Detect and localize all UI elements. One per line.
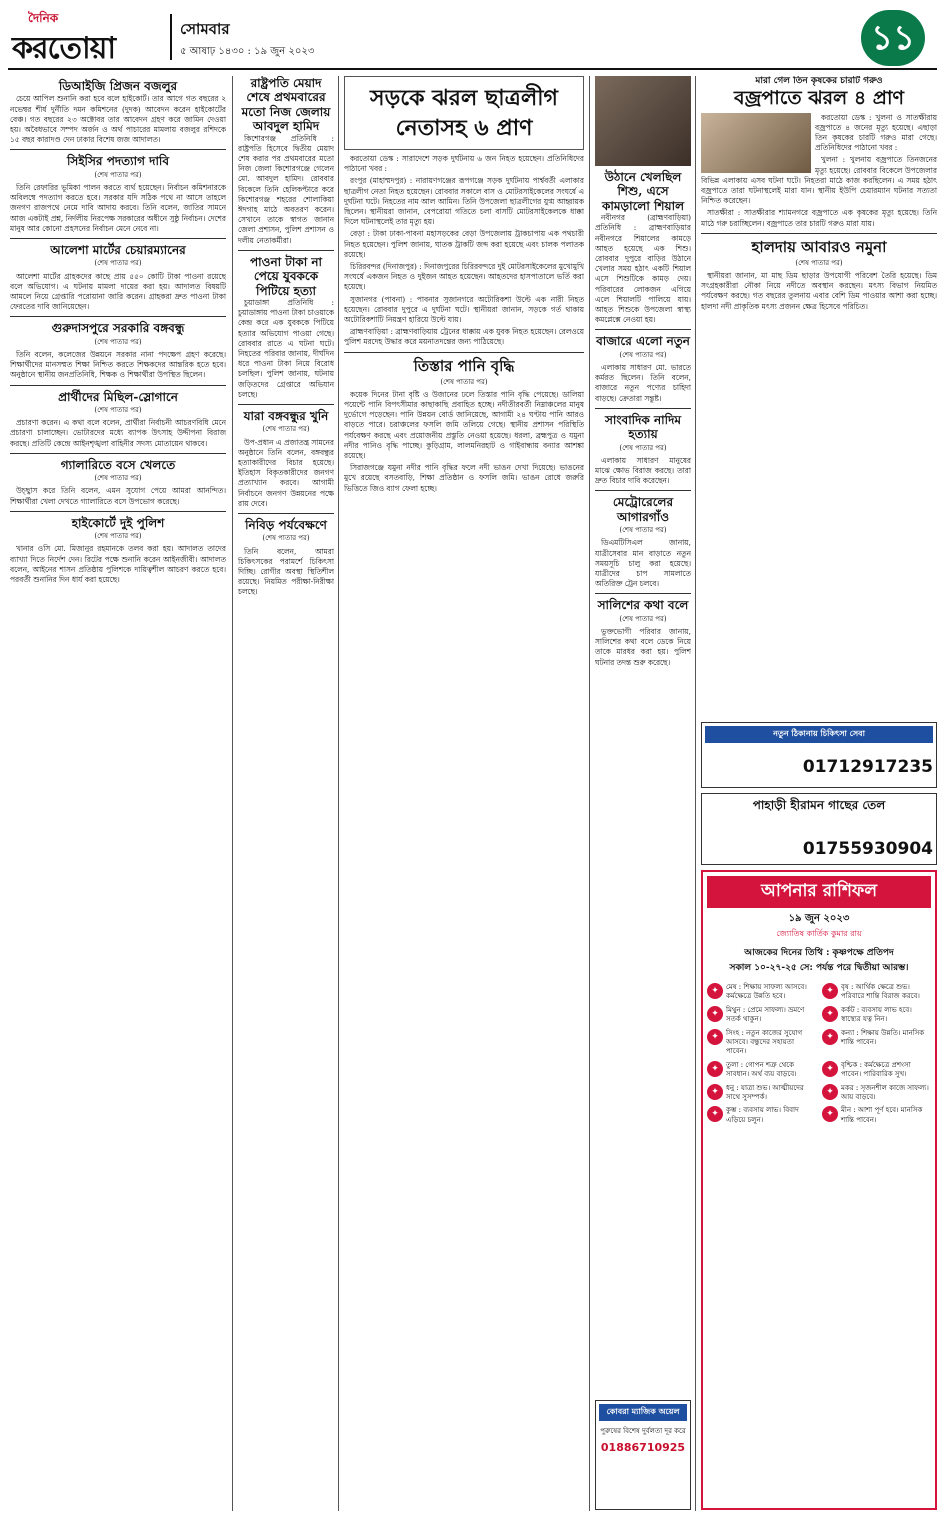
advertisement xyxy=(701,722,937,788)
ad-phone: 01712917235 xyxy=(802,757,933,777)
divider xyxy=(10,511,226,512)
article-text: ডিএমটিসিএল জানায়, যাত্রীসেবার মান বাড়াতে নতুন সময়সূচি চালু করা হয়েছে। যাত্রীদের চাপ সামলাতে অতিরিক্ত ট্রেন চলবে। xyxy=(595,538,691,589)
column-3 xyxy=(344,76,584,1511)
headline: হালদায় আবারও নমুনা xyxy=(751,237,887,256)
zodiac-icon: ✦ xyxy=(822,1084,838,1100)
divider xyxy=(238,250,334,251)
masthead xyxy=(8,6,937,70)
logo-small-text: দৈনিক xyxy=(28,11,59,25)
article-text: এলাকায় সাধারণ মো. ভারতে কর্মরত ছিলেন। তিনি বলেন, বাজারে নতুন পণ্যের চাহিদা বাড়ছে। ক্রেতারা সন্তুষ্ট। xyxy=(595,363,691,403)
ad-title: নতুন ঠিকানায় চিকিৎসা সেবা xyxy=(705,726,933,743)
article-text: উচ্ছ্বাস করে তিনি বলেন, এমন সুযোগ পেয়ে আমরা আনন্দিত। শিক্ষার্থীরা খেলা দেখতে গ্যালারিতে বসে উপভোগ করেছে। xyxy=(10,486,226,506)
divider xyxy=(10,316,226,317)
divider xyxy=(701,233,937,234)
horoscope-item xyxy=(822,1084,931,1103)
headline: সাংবাদিক নাদিম হত্যায় xyxy=(604,412,682,442)
article-text: প্রচারণা করেন। এ কথা বলে বলেন, প্রার্থীরা নির্বাচনী আচরণবিধি মেনে প্রচারণা চালাচ্ছেন। ভোটারদের মধ্যে ব্যাপক উৎসাহ উদ্দীপনা বিরাজ করছে। প্রতিটি কেন্দ্রে আইনশৃঙ্খলা বাহিনীর সদস্য মোতায়েন থাকবে। xyxy=(10,418,226,448)
column-5 xyxy=(701,76,937,716)
horoscope-box xyxy=(701,870,937,1510)
continued-label: (শেষ পাতার পর) xyxy=(94,170,142,179)
headline: যারা বঙ্গবন্ধুর খুনি xyxy=(243,409,329,423)
horoscope-text: তুলা : গোপন শত্রু থেকে সাবধান। অর্থ ব্যয় বাড়বে। xyxy=(726,1060,797,1079)
column-1 xyxy=(10,76,226,1511)
article-text: সিরাজগঞ্জে যমুনা নদীর পানি বৃদ্ধির ফলে নদী ভাঙন দেখা দিয়েছে। ভাঙনের মুখে রয়েছে বসতবাড়ি, শিক্ষা প্রতিষ্ঠান ও ফসলি জমি। ভাঙন রোধে জরুরি ভিত্তিতে জিও ব্যাগ ফেলা হচ্ছে। xyxy=(344,463,584,493)
page-number-badge: ১১ xyxy=(861,10,925,66)
advertisement xyxy=(701,793,937,865)
horoscope-item xyxy=(822,1106,931,1125)
headline: বজ্রপাতে ঝরল ৪ প্রাণ xyxy=(734,86,904,109)
horoscope-item xyxy=(707,983,816,1002)
article-text: করতোয়া ডেস্ক : খুলনা ও সাতক্ষীরায় বজ্রপাতে ৪ জনের মৃত্যু হয়েছে। এছাড়া তিন কৃষকের চারটি গরুও মারা গেছে। প্রতিনিধিদের পাঠানো খবর : xyxy=(815,112,937,153)
horoscope-text: কর্কট : ব্যবসায় লাভ হবে। স্বাস্থ্যের যত্ন নিন। xyxy=(841,1005,912,1024)
continued-label: (শেষ পাতার পর) xyxy=(262,425,310,434)
ad-phone: 01886710925 xyxy=(600,1441,686,1454)
horoscope-text: মকর : সৃজনশীল কাজে সাফল্য। আয় বাড়বে। xyxy=(841,1083,929,1102)
article-text: রংপুর (মাহাম্মদপুর) : নারায়ণগঞ্জের রূপগঞ্জে সড়ক দুর্ঘটনায় পার্শ্ববর্তী এলাকার ছাত্রলীগ নেতা নিহত হয়েছেন। রোববার সকালে বাস ও মোটরসাইকেলের সংঘর্ষে এ দুর্ঘটনা ঘটে। নিহতের নাম আল আমিন। তিনি উপজেলা ছাত্রলীগের যুগ্ম আহ্বায়ক ছিলেন। স্থানীয়রা জানান, বেপরোয়া গতিতে চলা বাসটি মোটরসাইকেলকে ধাক্কা দিলে ঘটনাস্থলেই তার মৃত্যু হয়। xyxy=(344,176,584,227)
continued-label: (শেষ পাতার পর) xyxy=(94,259,142,268)
continued-label: (শেষ পাতার পর) xyxy=(619,443,667,452)
divider xyxy=(10,385,226,386)
divider xyxy=(595,593,691,594)
logo-big-text: করতোয়া xyxy=(12,31,116,66)
horoscope-item xyxy=(707,1106,816,1125)
issue-date: ৫ আষাঢ় ১৪৩০ : ১৯ জুন ২০২৩ xyxy=(180,46,315,57)
issue-day: সোমবার xyxy=(180,20,230,38)
continued-label: (শেষ পাতার পর) xyxy=(619,614,667,623)
continued-label: (শেষ পাতার পর) xyxy=(619,526,667,535)
headline: গ্যালারিতে বসে খেলতে xyxy=(60,457,176,472)
tithi-text: আজকের দিনের তিথি : কৃষ্ণপক্ষে প্রতিপদ xyxy=(744,948,894,958)
horoscope-author: জ্যোতিষ কার্তিক কুমার রায় xyxy=(776,929,862,938)
horoscope-text: সিংহ : নতুন কাজের সুযোগ আসবে। বন্ধুদের সহায়তা পাবেন। xyxy=(726,1028,803,1056)
kicker: মারা গেল তিন কৃষকের চারটি গরুও xyxy=(755,76,883,86)
article-text: সাতক্ষীরা : সাতক্ষীরার শ্যামনগরে বজ্রপাতে এক কৃষকের মৃত্যু হয়েছে। তিনি মাঠে গরু চরাচ্ছিলেন। বজ্রপাতে তার চারটি গরুও মারা যায়। xyxy=(701,208,937,228)
article-text: খানার ওসি মো. মিজানুর রহমানকে তলব করা হয়। আদালত তাদের ব্যাখ্যা দিতে নির্দেশ দেন। রিটের পক্ষে শুনানি করেন আইনজীবী। আদালত বলেন, আইনের শাসন প্রতিষ্ঠায় পুলিশকে দায়িত্বশীল আচরণ করতে হবে। পরবর্তী শুনানির দিন ধার্য করা হয়েছে। xyxy=(10,544,226,585)
horoscope-text: কন্যা : শিক্ষায় উন্নতি। মানসিক শান্তি পাবেন। xyxy=(841,1028,925,1047)
continued-label: (শেষ পাতার পর) xyxy=(94,474,142,483)
zodiac-icon: ✦ xyxy=(707,983,723,999)
column-rule xyxy=(232,76,233,1511)
article-text: আলেশা মার্টের গ্রাহকদের কাছে প্রায় ৫৫০ কোটি টাকা পাওনা রয়েছে বলে অভিযোগ। এ ঘটনায় মামলা দায়ের করা হয়। আদালত বিষয়টি আমলে নিয়ে গ্রেপ্তারি পরোয়ানা জারি করেন। গ্রাহকরা দ্রুত পাওনা টাকা ফেরতের দাবি জানিয়েছেন। xyxy=(10,271,226,312)
horoscope-text: মীন : আশা পূর্ণ হবে। মানসিক শান্তি পাবেন। xyxy=(841,1106,923,1124)
divider xyxy=(595,490,691,491)
divider xyxy=(595,329,691,330)
headline: আলেশা মার্টের চেয়ারম্যানের xyxy=(50,243,186,258)
news-photo xyxy=(595,76,691,166)
divider xyxy=(10,149,226,150)
advertisement xyxy=(595,1400,691,1510)
headline: তিস্তার পানি বৃদ্ধি xyxy=(413,356,515,375)
horoscope-item xyxy=(707,1006,816,1025)
headline: পাওনা টাকা না পেয়ে যুবককে পিটিয়ে হত্যা xyxy=(250,254,322,298)
headline: নিবিড় পর্যবেক্ষণে xyxy=(245,518,327,533)
horoscope-text: মেষ : শিক্ষায় সাফল্য আসবে। কর্মক্ষেত্রে উন্নতি হবে। xyxy=(726,983,807,1001)
zodiac-icon: ✦ xyxy=(822,1029,838,1045)
article-text: সুজানগর (পাবনা) : পাবনার সুজানগরে অটোরিকশা উল্টে এক নারী নিহত হয়েছেন। রোববার দুপুরে এ দুর্ঘটনা ঘটে। স্থানীয়রা জানান, সড়কে গর্ত থাকায় অটোরিকশাটি নিয়ন্ত্রণ হারিয়ে উল্টে যায়। xyxy=(344,294,584,325)
headline: বাজারে এলো নতুন xyxy=(596,334,690,349)
horoscope-item xyxy=(822,1061,931,1080)
headline: মেট্রোরেলের আগারগাঁও xyxy=(612,495,674,524)
headline: রাষ্ট্রপতি মেয়াদ শেষে প্রথমবারের মতো নিজ জেলায় আবদুল হামিদ xyxy=(241,76,331,134)
horoscope-text: বৃশ্চিক : কর্মক্ষেত্রে প্রশংসা পাবেন। পারিবারিক সুখ। xyxy=(841,1060,911,1079)
article-text: স্থানীয়রা জানান, মা মাছ ডিম ছাড়ার উপযোগী পরিবেশ তৈরি হয়েছে। ডিম সংগ্রহকারীরা নৌকা নিয়ে নদীতে অবস্থান করছেন। মৎস্য বিভাগ নিয়মিত পর্যবেক্ষণ করছে। গত বছরের তুলনায় এবার বেশি ডিম পাওয়ার আশা করা হচ্ছে। হালদা নদী প্রাকৃতিক মৎস্য প্রজনন ক্ষেত্র হিসেবে পরিচিত। xyxy=(701,271,937,311)
divider xyxy=(344,352,584,353)
ad-title: কোবরা ম্যাজিক অয়েল xyxy=(599,1404,687,1421)
news-photo xyxy=(701,113,811,173)
headline: প্রার্থীদের মিছিল-স্লোগানে xyxy=(58,389,178,404)
continued-label: (শেষ পাতার পর) xyxy=(440,377,488,386)
column-2 xyxy=(238,76,334,1511)
article-text: কয়েক দিনের টানা বৃষ্টি ও উজানের ঢলে তিস্তার পানি বৃদ্ধি পেয়েছে। ডালিয়া পয়েন্টে পানি বিপৎসীমার কাছাকাছি প্রবাহিত হচ্ছে। নদীতীরবর্তী নিম্নাঞ্চলের মানুষ দুর্ভোগে পড়েছেন। পানি উন্নয়ন বোর্ড জানিয়েছে, আগামী ২৪ ঘণ্টায় পানি আরও বাড়তে পারে। চরাঞ্চলের ফসলি জমি তলিয়ে গেছে। স্থানীয় প্রশাসন পরিস্থিতি পর্যবেক্ষণ করছে এবং প্রয়োজনীয় প্রস্তুতি নেওয়া হয়েছে। ধরলা, ব্রহ্মপুত্র ও যমুনা নদীর পানিও বৃদ্ধি পাচ্ছে। কুড়িগ্রাম, লালমনিরহাট ও গাইবান্ধায় বন্যার আশঙ্কা রয়েছে। xyxy=(344,389,584,461)
horoscope-item xyxy=(822,983,931,1002)
ad-title: পাহাড়ী হীরামন গাছের তেল xyxy=(752,798,886,812)
continued-label: (শেষ পাতার পর) xyxy=(619,350,667,359)
zodiac-icon: ✦ xyxy=(707,1061,723,1077)
article-text: করতোয়া ডেস্ক : সারাদেশে সড়ক দুর্ঘটনায় ৬ জন নিহত হয়েছেন। প্রতিনিধিদের পাঠানো খবর : xyxy=(344,154,584,174)
article-text: কিশোরগঞ্জ প্রতিনিধি : রাষ্ট্রপতি হিসেবে দ্বিতীয় মেয়াদ শেষ করার পর প্রথমবারের মতো নিজ জেলা কিশোরগঞ্জে গেলেন মো. আবদুল হামিদ। রোববার বিকেলে তিনি হেলিকপ্টারে করে কিশোরগঞ্জ শহরের শোলাকিয়া ঈদগাহ মাঠে অবতরণ করেন। সেখানে তাকে স্বাগত জানান জেলা প্রশাসন, পুলিশ প্রশাসন ও দলীয় নেতাকর্মীরা। xyxy=(238,133,334,245)
column-4 xyxy=(595,76,691,1511)
zodiac-icon: ✦ xyxy=(707,1084,723,1100)
article-text: চেয়ে আপিল শুনানি করা হবে বলে হাইকোর্ট। তার আগে গত বছরের ২ নভেম্বর শীর্ষ দুর্নীতি দমন কমিশনের (দুদক) আবেদন করেন হাইকোর্টের বেঞ্চ। গত বছরের ২৩ অক্টোবর তার আবেদন গ্রহণ করে জামিন দেওয়া হয়। অবৈধভাবে সম্পদ অর্জন ও অর্থ পাচারের মামলায় বজলুর রশিদকে ১৫ বছর কারাদণ্ড দেন ঢাকার বিশেষ জজ আদালত। xyxy=(10,94,226,145)
zodiac-icon: ✦ xyxy=(822,983,838,999)
horoscope-item xyxy=(707,1084,816,1103)
article-text: উপ-প্রধান এ প্রজাতন্ত্র সামনের অনুষ্ঠানে তিনি বলেন, বঙ্গবন্ধুর হত্যাকারীদের বিচার হয়েছে। ইতিহাস বিকৃতকারীদের জনগণ প্রত্যাখ্যান করবে। আগামী নির্বাচনে জনগণ উন্নয়নের পক্ষে রায় দেবে। xyxy=(238,437,334,508)
divider xyxy=(10,453,226,454)
column-rule xyxy=(589,76,590,1511)
horoscope-list xyxy=(707,981,931,1127)
zodiac-icon: ✦ xyxy=(822,1061,838,1077)
horoscope-date: ১৯ জুন ২০২৩ xyxy=(788,913,850,924)
divider xyxy=(238,513,334,514)
article-text: বেড়া : টাকা ঢাকা-পাবনা মহাসড়কের বেড়া উপজেলায় ট্রাকচাপায় এক পথচারী নিহত হয়েছেন। পুলিশ জানায়, ঘাতক ট্রাকটি জব্দ করা হয়েছে এবং চালক পলাতক রয়েছে। xyxy=(344,229,584,259)
article-text: এলাকায় সাধারণ মানুষের মাঝে ক্ষোভ বিরাজ করছে। তারা দ্রুত বিচার দাবি করেছেন। xyxy=(595,455,691,486)
zodiac-icon: ✦ xyxy=(707,1006,723,1022)
zodiac-icon: ✦ xyxy=(707,1029,723,1045)
article-text: তিনি বলেন, আমরা চিকিৎসকের পরামর্শে চিকিৎসা দিচ্ছি। রোগীর অবস্থা স্থিতিশীল রয়েছে। নিয়মিত পরীক্ষা-নিরীক্ষা চলছে। xyxy=(238,546,334,597)
horoscope-item xyxy=(707,1029,816,1057)
horoscope-text: বৃষ : আর্থিক ক্ষেত্রে শুভ। পরিবারে শান্তি বিরাজ করবে। xyxy=(841,983,920,1001)
continued-label: (শেষ পাতার পর) xyxy=(94,406,142,415)
continued-label: (শেষ পাতার পর) xyxy=(94,337,142,346)
horoscope-text: কুম্ভ : ব্যবসায় লাভ। বিবাদ এড়িয়ে চলুন। xyxy=(726,1106,799,1124)
article-text: তিনি বলেন, কলেজের উন্নয়নে সরকার নানা পদক্ষেপ গ্রহণ করেছে। শিক্ষার্থীদের মানসম্মত শিক্ষা নিশ্চিত করতে শিক্ষকদের আন্তরিক হতে হবে। অনুষ্ঠানে স্থানীয় জনপ্রতিনিধি, শিক্ষক ও শিক্ষার্থীরা উপস্থিত ছিলেন। xyxy=(10,350,226,380)
article-text: নবীনগর (ব্রাহ্মণবাড়িয়া) প্রতিনিধি : ব্রাহ্মণবাড়িয়ার নবীনগরে শিয়ালের কামড়ে আহত হয়েছে এক শিশু। রোববার দুপুরে বাড়ির উঠানে খেলার সময় হঠাৎ একটি শিয়াল এসে শিশুটিকে কামড় দেয়। পরিবারের লোকজন এগিয়ে এলে শিয়ালটি পালিয়ে যায়। আহত শিশুকে উপজেলা স্বাস্থ্য কমপ্লেক্সে নেওয়া হয়। xyxy=(595,213,691,325)
tithi-time: সকাল ১০-২৭-২৫ সে: পর্যন্ত পরে দ্বিতীয়া আরম্ভ। xyxy=(729,963,909,973)
divider xyxy=(10,238,226,239)
divider xyxy=(238,404,334,405)
ad-phone: 01755930904 xyxy=(802,839,933,859)
newspaper-logo xyxy=(12,10,162,64)
headline: হাইকোর্টে দুই পুলিশ xyxy=(71,515,165,530)
horoscope-text: মিথুন : প্রেমে সাফল্য। ভ্রমণে সতর্ক থাকুন। xyxy=(726,1005,805,1024)
ad-text: পুরুষের বিশেষ দুর্বলতা দূর করে xyxy=(600,1427,686,1435)
masthead-divider xyxy=(170,14,172,60)
column-rule xyxy=(695,76,696,1511)
column-rule xyxy=(338,76,339,1511)
horoscope-item xyxy=(822,1006,931,1025)
continued-label: (শেষ পাতার পর) xyxy=(262,534,310,543)
article-text: চিরিরবন্দর (দিনাজপুর) : দিনাজপুরের চিরিরবন্দরে দুই মোটরসাইকেলের মুখোমুখি সংঘর্ষে একজন নিহত ও দুইজন আহত হয়েছেন। আহতদের হাসপাতালে ভর্তি করা হয়েছে। xyxy=(344,262,584,292)
horoscope-text: ধনু : যাত্রা শুভ। আত্মীয়দের সাথে সুসম্পর্ক। xyxy=(726,1083,804,1102)
photo-headline: উঠানে খেলছিল শিশু, এসে কামড়ালো শিয়াল xyxy=(601,170,685,213)
article-text: চুয়াডাঙ্গা প্রতিনিধি : চুয়াডাঙ্গায় পাওনা টাকা চাওয়াকে কেন্দ্র করে এক যুবককে পিটিয়ে হত্যার অভিযোগ পাওয়া গেছে। রোববার রাতে এ ঘটনা ঘটে। নিহতের পরিবার জানায়, দীর্ঘদিন ধরে পাওনা টাকা নিয়ে বিরোধ চলছিল। পুলিশ জানায়, ঘটনায় জড়িতদের গ্রেপ্তারে অভিযান চলছে। xyxy=(238,297,334,399)
horoscope-title: আপনার রাশিফল xyxy=(707,876,931,908)
headline: গুরুদাসপুরে সরকারি বঙ্গবন্ধু xyxy=(51,321,185,336)
divider xyxy=(595,408,691,409)
article-text: তিনি রেফারির ভূমিকা পালন করতে ব্যর্থ হয়েছেন। নির্বাচন কমিশনারকে অবিলম্বে পদত্যাগ করতে হবে। সরকার যদি সঠিক পথে না আসে তাহলে জনগণ রাজপথে নেমে দাবি আদায় করবে। তিনি বলেন, জাতির সামনে আজ একটাই প্রশ্ন, নির্দলীয় নিরপেক্ষ সরকারের অধীনে সুষ্ঠু নির্বাচন। দেশের মানুষ আর কোনো প্রহসনের নির্বাচন মেনে নেবে না। xyxy=(10,183,226,233)
headline: সালিশের কথা বলে xyxy=(597,598,689,613)
zodiac-icon: ✦ xyxy=(707,1106,723,1122)
zodiac-icon: ✦ xyxy=(822,1106,838,1122)
article-text: ভুক্তভোগী পরিবার জানায়, সালিশের কথা বলে ডেকে নিয়ে তাকে মারধর করা হয়। পুলিশ ঘটনার তদন্ত শুরু করেছে। xyxy=(595,627,691,667)
article-text: খুলনা : খুলনায় বজ্রপাতে তিনজনের মৃত্যু হয়েছে। রোববার বিকেলে উপজেলার বিভিন্ন এলাকায় এসব ঘটনা ঘটে। নিহতরা মাঠে কাজ করছিলেন। এ সময় হঠাৎ বজ্রপাতে তারা ঘটনাস্থলেই মারা যান। স্থানীয় ইউপি চেয়ারম্যান ঘটনার সত্যতা নিশ্চিত করেছেন। xyxy=(701,155,937,206)
zodiac-icon: ✦ xyxy=(822,1006,838,1022)
horoscope-item xyxy=(822,1029,931,1057)
continued-label: (শেষ পাতার পর) xyxy=(94,532,142,541)
headline: ডিআইজি প্রিজন বজলুর xyxy=(58,79,178,93)
horoscope-item xyxy=(707,1061,816,1080)
continued-label: (শেষ পাতার পর) xyxy=(795,258,843,267)
headline: সিইসির পদত্যাগ দাবি xyxy=(66,154,170,169)
lead-headline: সড়কে ঝরল ছাত্রলীগ নেতাসহ ৬ প্রাণ xyxy=(344,76,584,150)
article-text: ব্রাহ্মণবাড়িয়া : ব্রাহ্মণবাড়িয়ায় ট্রেনের ধাক্কায় এক যুবক নিহত হয়েছেন। রেলওয়ে পুলিশ মরদেহ উদ্ধার করে ময়নাতদন্তের জন্য পাঠিয়েছে। xyxy=(344,327,584,347)
